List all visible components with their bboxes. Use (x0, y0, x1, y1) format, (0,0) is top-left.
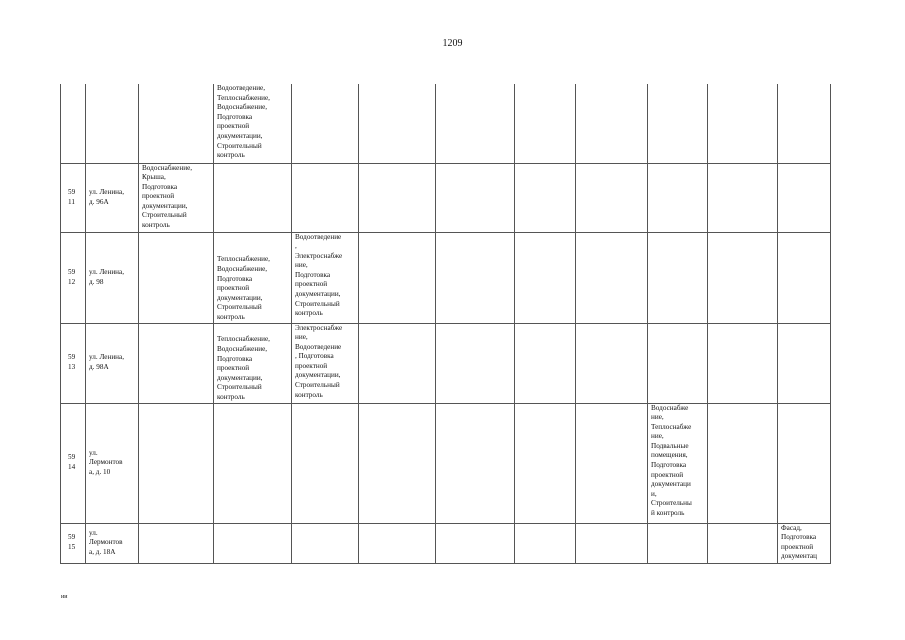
works-cell: Теплоснабжение, Водоснабжение, Подготовка проектной документации, Строительный контроль (214, 232, 292, 323)
table-row (61, 323, 831, 403)
table-row (61, 403, 831, 523)
works-cell (139, 84, 214, 163)
empty-cell (359, 403, 436, 523)
empty-cell (436, 523, 515, 563)
works-cell (292, 163, 359, 232)
works-cell: Фасад, Подготовка проектной документац (778, 523, 831, 563)
works-cell (139, 232, 214, 323)
row-number: 59 12 (61, 232, 86, 323)
works-cell: Водоснабжение, Крыша, Подготовка проектной документации, Строительный контроль (139, 163, 214, 232)
empty-cell (436, 323, 515, 403)
address-cell: ул. Ленина, д. 98А (86, 323, 139, 403)
empty-cell (436, 403, 515, 523)
works-cell (139, 523, 214, 563)
works-cell: Электроснабже ние, Водоотведение , Подготовка проектной документации, Строительный контроль (292, 323, 359, 403)
empty-cell (359, 84, 436, 163)
footer-text: ии (61, 594, 68, 600)
works-cell (292, 403, 359, 523)
works-cell (214, 403, 292, 523)
empty-cell (359, 163, 436, 232)
works-cell (778, 403, 831, 523)
empty-cell (359, 523, 436, 563)
empty-cell (708, 323, 778, 403)
empty-cell (359, 232, 436, 323)
row-number: 59 13 (61, 323, 86, 403)
works-cell: Водоснабже ние, Теплоснабже ние, Подвальные помещения, Подготовка проектной документаци и, Строительны й контроль (648, 403, 708, 523)
works-cell (778, 163, 831, 232)
works-cell (648, 323, 708, 403)
empty-cell (515, 163, 576, 232)
empty-cell (708, 403, 778, 523)
page-number: 1209 (442, 38, 463, 49)
works-cell (778, 84, 831, 163)
empty-cell (515, 523, 576, 563)
works-cell (139, 403, 214, 523)
empty-cell (708, 523, 778, 563)
row-number: 59 15 (61, 523, 86, 563)
empty-cell (708, 84, 778, 163)
works-cell (139, 323, 214, 403)
table-row (61, 84, 831, 163)
works-cell (648, 232, 708, 323)
address-cell: ул. Лермонтов а, д. 10 (86, 403, 139, 523)
works-table (60, 84, 831, 564)
works-cell (648, 84, 708, 163)
works-cell (214, 523, 292, 563)
empty-cell (515, 403, 576, 523)
row-number (61, 84, 86, 163)
works-cell (292, 84, 359, 163)
empty-cell (515, 323, 576, 403)
works-cell: Теплоснабжение, Водоснабжение, Подготовка проектной документации, Строительный контроль (214, 323, 292, 403)
empty-cell (576, 84, 648, 163)
address-cell (86, 84, 139, 163)
empty-cell (576, 163, 648, 232)
empty-cell (359, 323, 436, 403)
empty-cell (515, 84, 576, 163)
empty-cell (576, 232, 648, 323)
empty-cell (576, 323, 648, 403)
works-cell (778, 323, 831, 403)
empty-cell (576, 523, 648, 563)
empty-cell (436, 232, 515, 323)
address-cell: ул. Лермонтов а, д. 18А (86, 523, 139, 563)
empty-cell (436, 163, 515, 232)
empty-cell (436, 84, 515, 163)
address-cell: ул. Ленина, д. 96А (86, 163, 139, 232)
works-cell (648, 163, 708, 232)
address-cell: ул. Ленина, д. 98 (86, 232, 139, 323)
works-cell (648, 523, 708, 563)
empty-cell (576, 403, 648, 523)
row-number: 59 14 (61, 403, 86, 523)
works-cell: Водоотведение, Теплоснабжение, Водоснабжение, Подготовка проектной документации, Строительный контроль (214, 84, 292, 163)
works-cell (292, 523, 359, 563)
row-number: 59 11 (61, 163, 86, 232)
empty-cell (515, 232, 576, 323)
empty-cell (708, 163, 778, 232)
works-cell: Водоотведение , Электроснабже ние, Подготовка проектной документации, Строительный контроль (292, 232, 359, 323)
works-cell (778, 232, 831, 323)
works-cell (214, 163, 292, 232)
empty-cell (708, 232, 778, 323)
table-row (61, 523, 831, 563)
table-row (61, 163, 831, 232)
table-row (61, 232, 831, 323)
